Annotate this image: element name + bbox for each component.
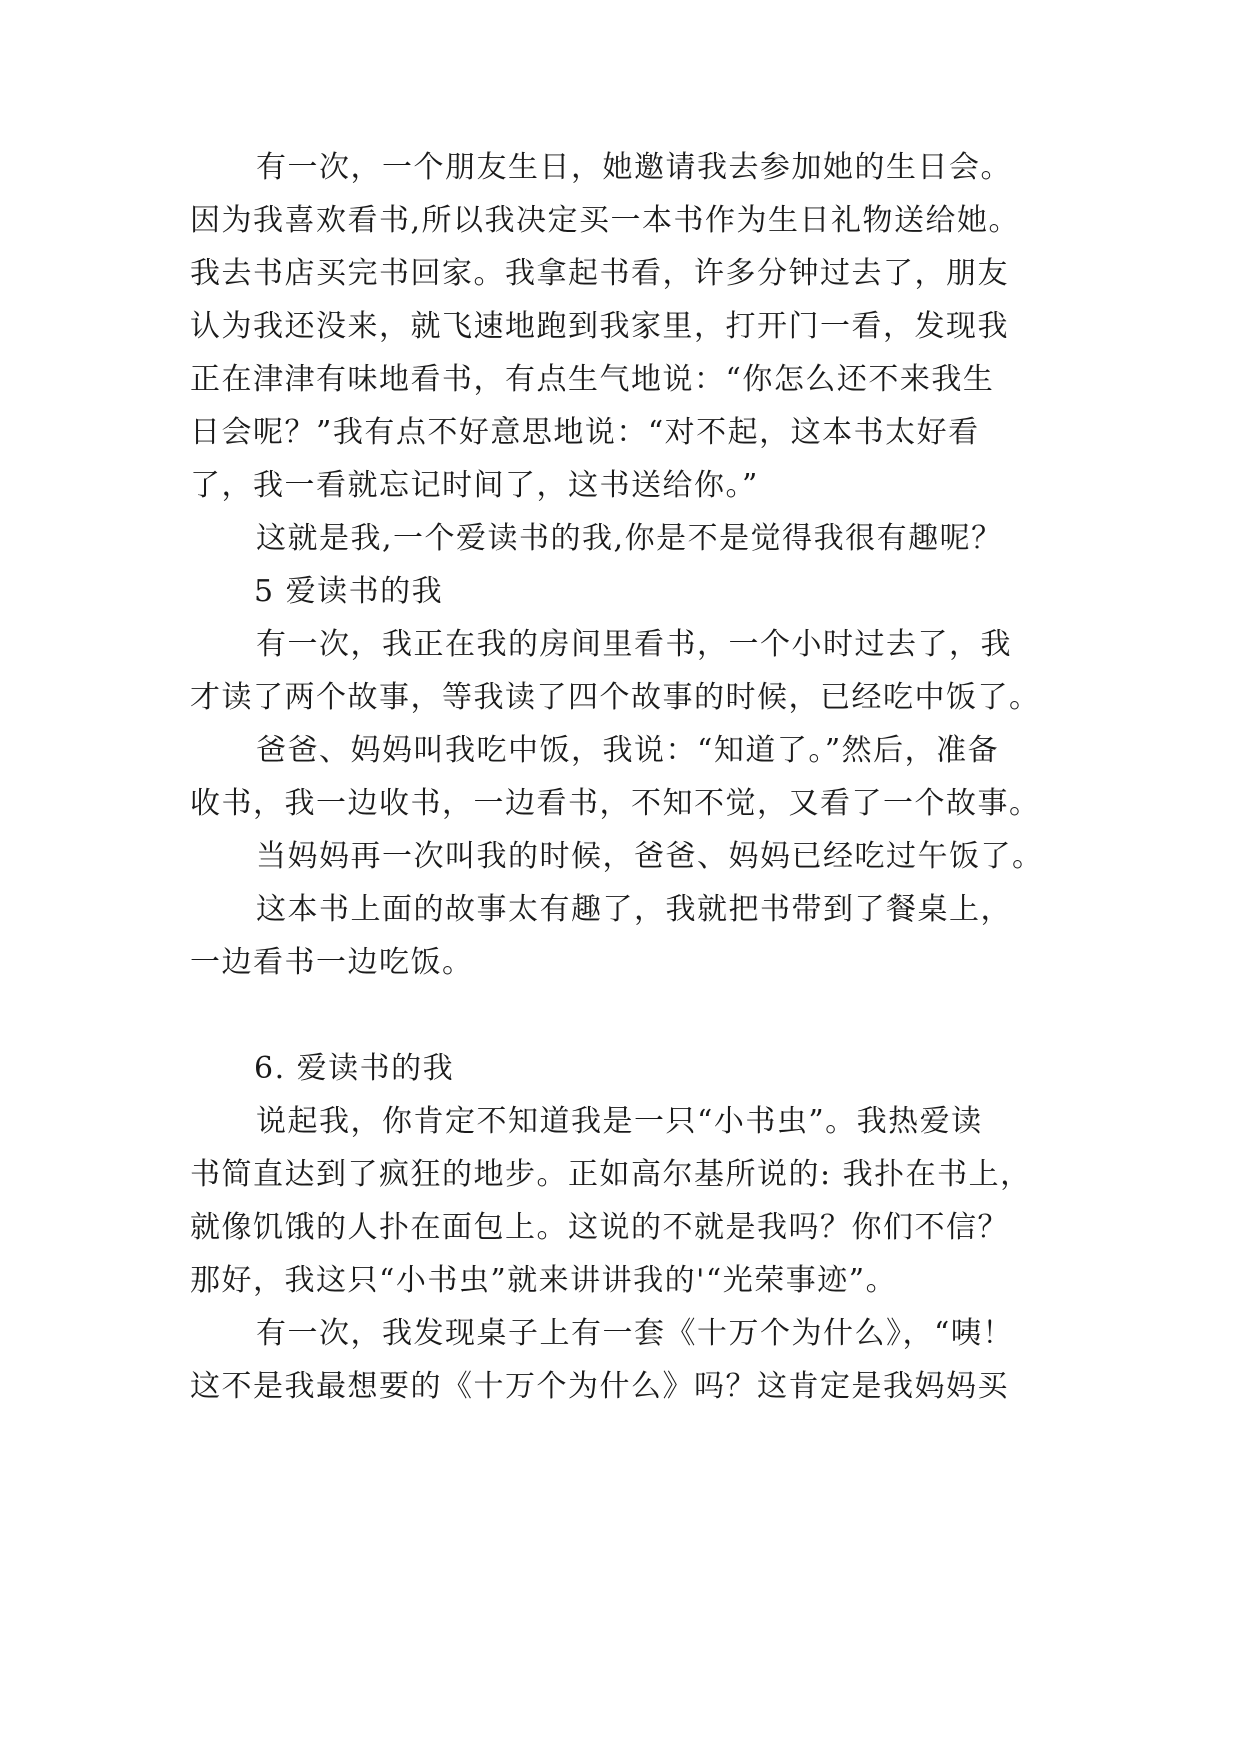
paragraph-line: 我去书店买完书回家。我拿起书看，许多分钟过去了，朋友 [190,256,1009,291]
paragraph-line: 认为我还没来，就飞速地跑到我家里，打开门一看，发现我 [190,309,1009,344]
section-heading: 5 爱读书的我 [254,574,444,609]
paragraph-line: 这不是我最想要的《十万个为什么》吗？这肯定是我妈妈买 [190,1369,1009,1404]
paragraph-line: 这本书上面的故事太有趣了，我就把书带到了餐桌上， [256,892,1012,927]
paragraph-line: 书简直达到了疯狂的地步。正如高尔基所说的: 我扑在书上， [190,1157,1032,1192]
paragraph-line: 当妈妈再一次叫我的时候，爸爸、妈妈已经吃过午饭了。 [256,839,1044,874]
paragraph-line: 有一次，我正在我的房间里看书，一个小时过去了，我 [256,627,1012,662]
paragraph-line: 有一次，我发现桌子上有一套《十万个为什么》，“咦！ [256,1316,1014,1351]
paragraph-line: 收书，我一边收书，一边看书，不知不觉，又看了一个故事。 [190,786,1041,821]
paragraph-line: 才读了两个故事，等我读了四个故事的时候，已经吃中饭了。 [190,680,1041,715]
paragraph-line: 这就是我,一个爱读书的我,你是不是觉得我很有趣呢？ [256,521,1003,556]
paragraph-line: 有一次，一个朋友生日，她邀请我去参加她的生日会。 [256,150,1012,185]
paragraph-line: 一边看书一边吃饭。 [190,945,474,980]
paragraph-line: 因为我喜欢看书,所以我决定买一本书作为生日礼物送给她。 [190,203,1021,238]
section-heading: 6. 爱读书的我 [254,1051,455,1086]
paragraph-line: 就像饥饿的人扑在面包上。这说的不就是我吗？你们不信？ [190,1210,1009,1245]
paragraph-line: 爸爸、妈妈叫我吃中饭，我说：“知道了。”然后，准备 [256,733,1000,768]
paragraph-line: 正在津津有味地看书，有点生气地说：“你怎么还不来我生 [190,362,995,397]
paragraph-line: 说起我，你肯定不知道我是一只“小书虫”。我热爱读 [256,1104,983,1139]
paragraph-line: 了，我一看就忘记时间了，这书送给你。” [190,468,759,503]
paragraph-line: 日会呢？”我有点不好意思地说：“对不起，这本书太好看 [190,415,980,450]
paragraph-line: 那好，我这只“小书虫”就来讲讲我的'“光荣事迹”。 [190,1263,898,1298]
